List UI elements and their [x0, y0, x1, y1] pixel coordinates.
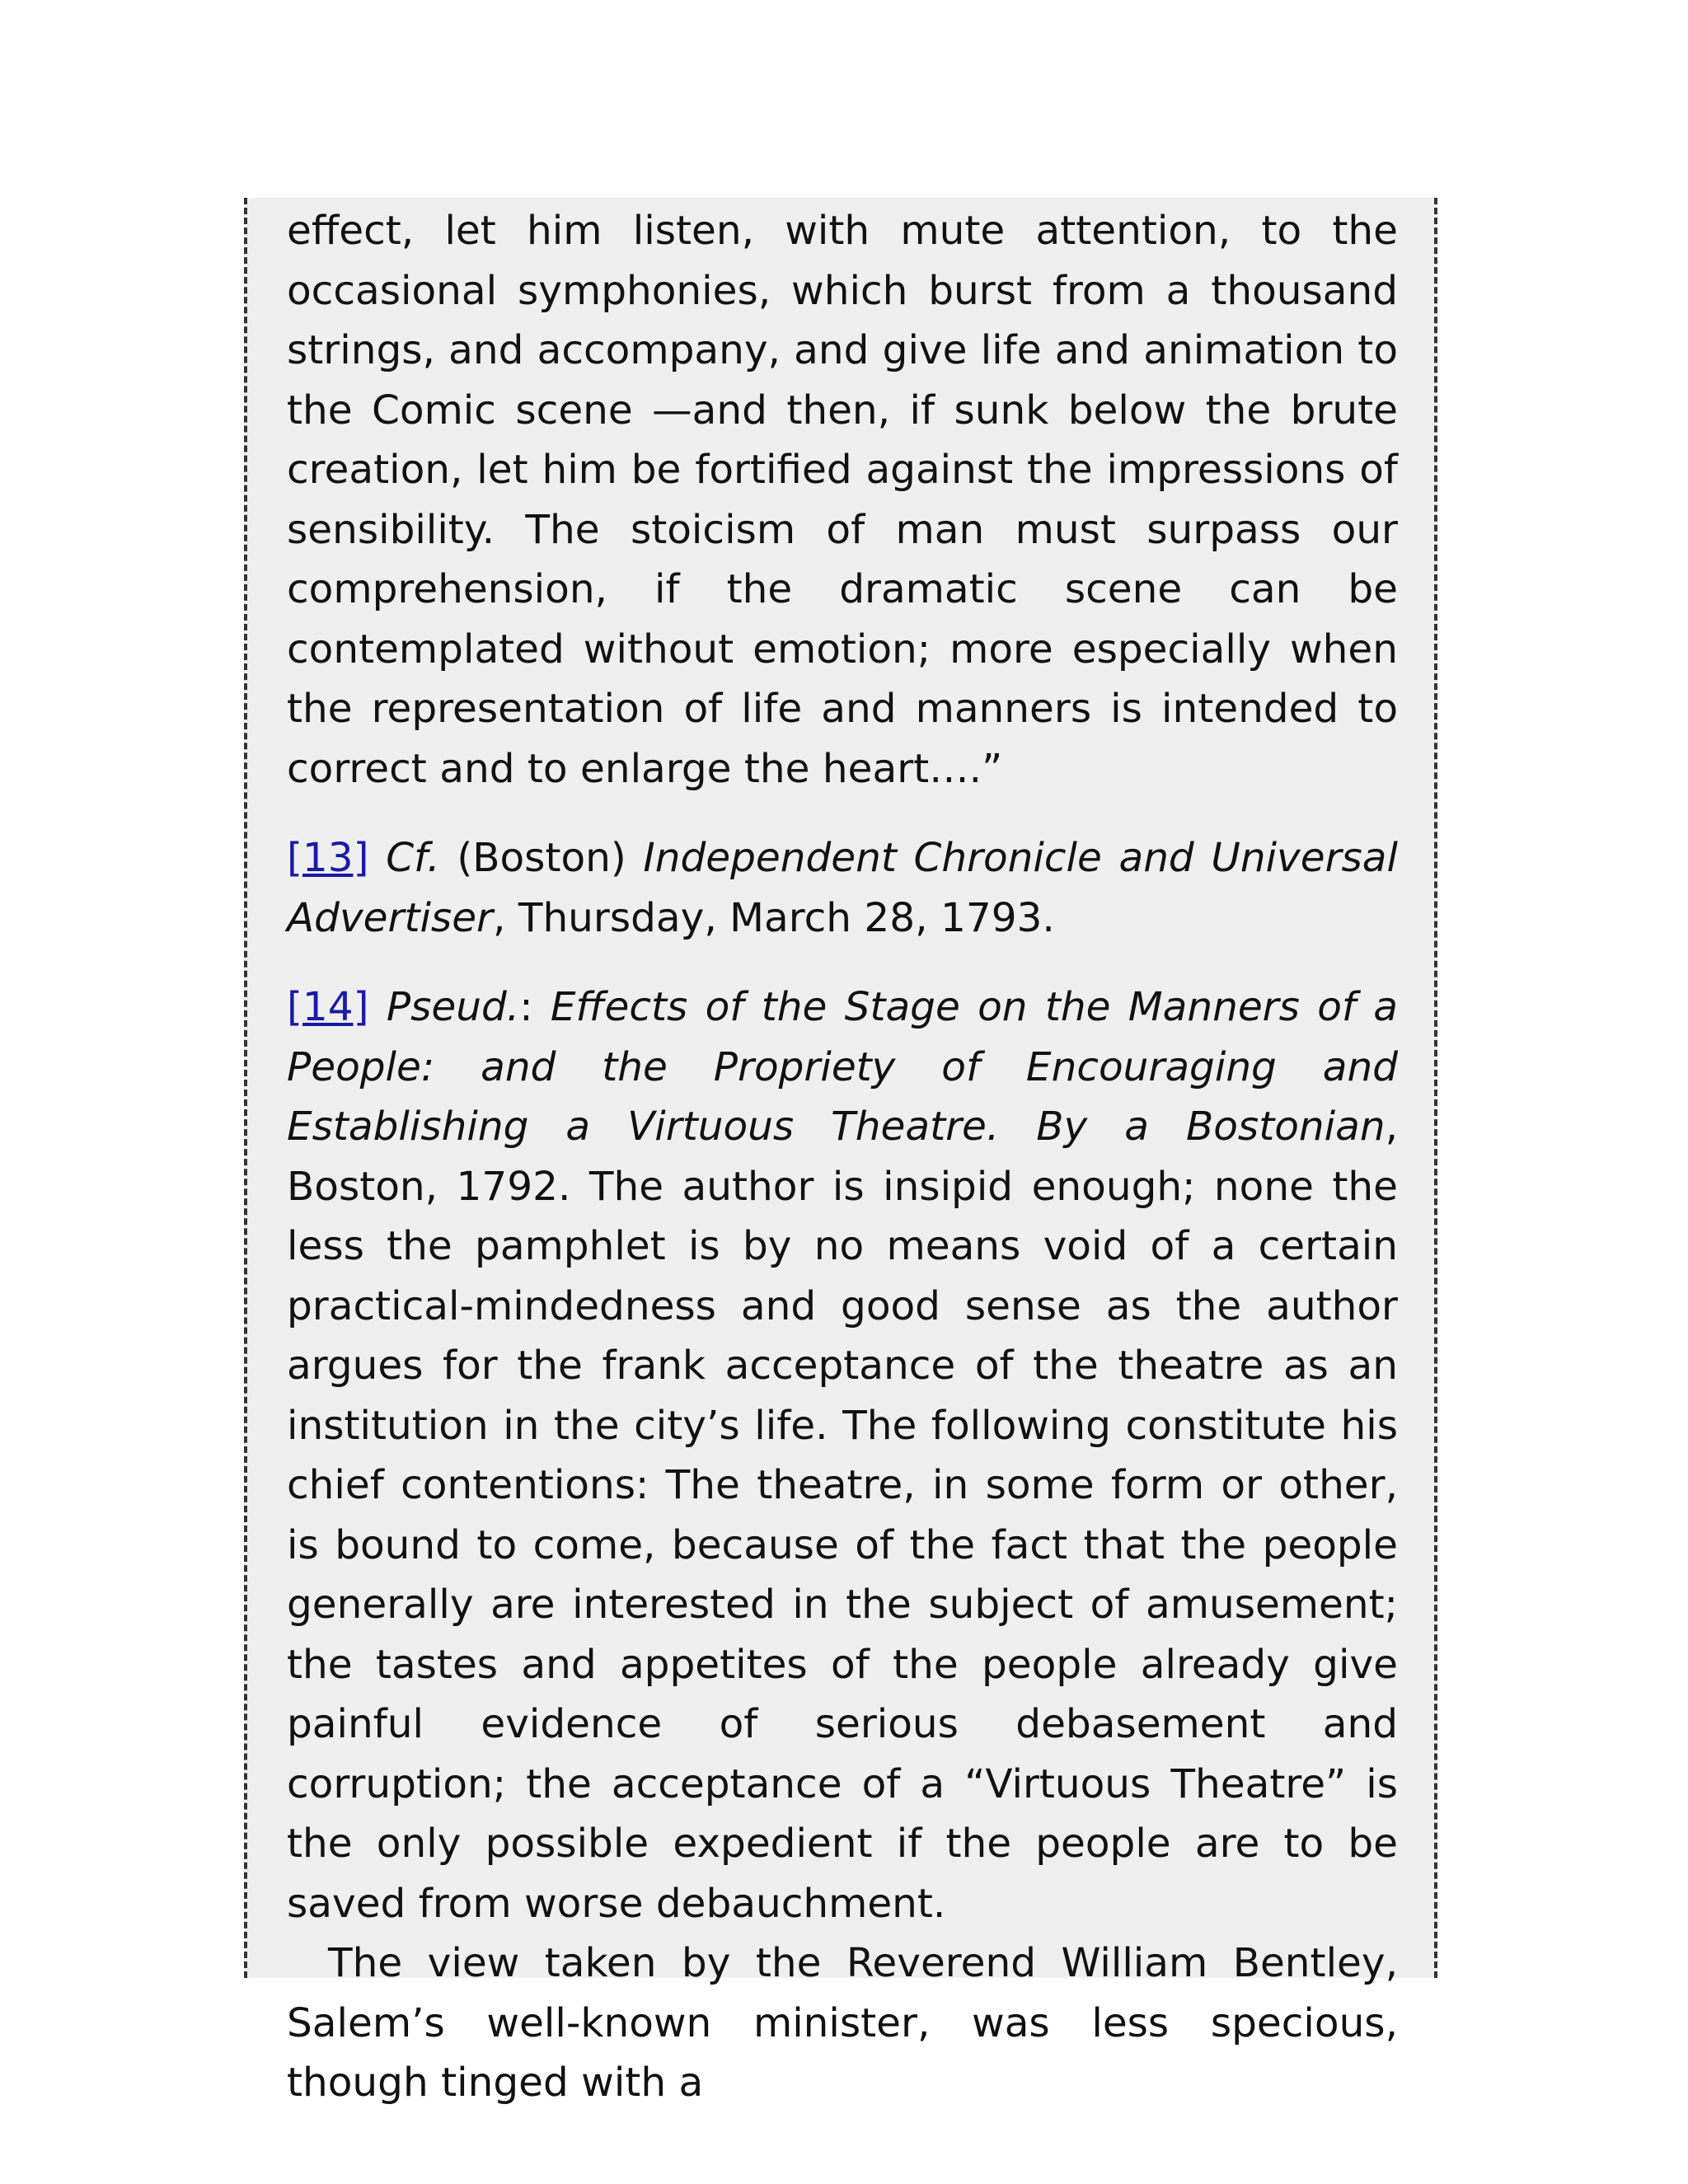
page-panel	[244, 198, 1437, 2106]
quote-paragraph: effect, let him listen, with mute attention, to the occasional symphonies, which burst from a thousand strings, and accompany, and give life and animation to the Comic scene —and then, if sunk below the brute creation, let him be fortified against the impressions of sensibility. The stoicism of man must surpass our comprehension, if the dramatic scene can be contemplated without emotion; more especially when the representation of life and manners is intended to correct and to enlarge the heart….”	[287, 208, 1398, 792]
footnote-14	[287, 977, 1398, 1933]
footnote-13	[287, 828, 1398, 948]
footnote-13-cf: Cf.	[386, 835, 440, 881]
footnote-13-title: Independent Chronicle and Universal Advertiser	[287, 835, 1398, 941]
footnote-14-title: Effects of the Stage on the Manners of a People: and the Propriety of Encouraging and Establishing a Virtuous Theatre. By a Bostonian	[287, 984, 1398, 1150]
footnote-14-pseud: Pseud.	[386, 984, 520, 1030]
footnote-14-rest: , Boston, 1792. The author is insipid enough; none the less the pamphlet is by no means void of a certain practical-mindedness and good sense as the author argues for the frank acceptance of the theatre as an institution in the city’s life. The following constitute his chief contentions: The theatre, in some form or other, is bound to come, because of the fact that the people generally are interested in the subject of amusement; the tastes and appetites of the people already give painful evidence of serious debasement and corruption; the acceptance of a “Virtuous Theatre” is the only possible expedient if the people are to be saved from worse debauchment.	[287, 1104, 1398, 1927]
text-column	[287, 201, 1398, 2113]
footnote-13-place: (Boston)	[439, 835, 644, 881]
footnote-14-colon: :	[519, 984, 551, 1030]
body-paragraph: The view taken by the Reverend William Bentley, Salem’s well-known minister, was less specious, though tinged with a	[287, 1940, 1398, 2106]
footnote-14-link[interactable]: [14]	[287, 984, 369, 1030]
footnote-13-link[interactable]: [13]	[287, 835, 369, 881]
footnote-13-rest: , Thursday, March 28, 1793.	[492, 894, 1055, 941]
